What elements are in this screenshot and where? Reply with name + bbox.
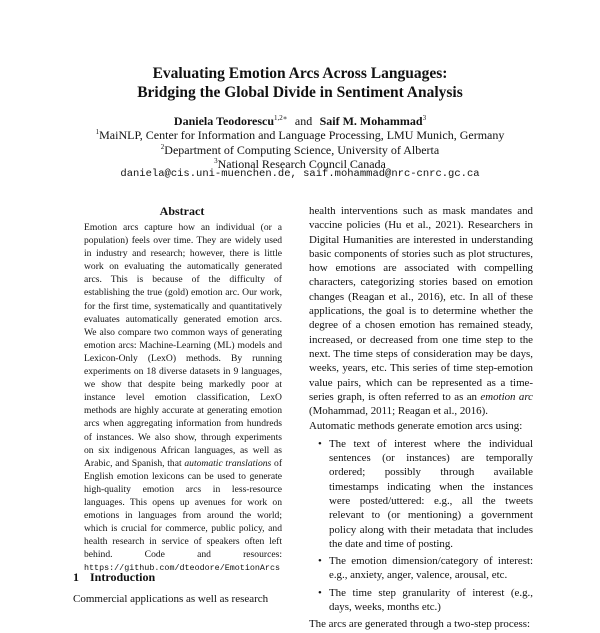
paper-title <box>0 64 600 102</box>
affiliation-3-mark: 3 <box>214 157 218 165</box>
section-title: Introduction <box>90 570 156 584</box>
affiliation-2-text: Department of Computing Science, University of Alberta <box>164 143 440 157</box>
title-line-2: Bridging the Global Divide in Sentiment Analysis <box>137 84 463 101</box>
abstract-text-1: Emotion arcs capture how an individual (or a population) feels over time. They are widely used in industry and research; however, there is little work on evaluating the automatically generated arcs. This is because of the difficulty of establishing the true (gold) emotion arc. Our work, for the first time, systematically and quantitatively evaluates automatically generated emotion arcs. We also compare two common ways of generating emotion arcs: Machine-Learning (ML) models and Lexicon-Only (LexO) methods. By running experiments on 18 diverse datasets in 9 languages, we show that despite being markedly poor at instance level emotion classification, LexO methods are highly accurate at generating emotion arcs when aggregating information from hundreds of instances. We also show, through experiments on six indigenous African languages, as well as Arabic, and Spanish, that <box>84 222 282 469</box>
list-item <box>309 586 533 615</box>
author-emails[interactable]: daniela@cis.uni-muenchen.de, saif.mohammad@nrc-cnrc.gc.ca <box>120 168 480 180</box>
paragraph-applications <box>309 204 533 418</box>
author-1-affil-mark: 1,2∗ <box>274 114 288 122</box>
paragraph-two-step: The arcs are generated through a two-step process: <box>309 618 531 631</box>
list-item-text: The text of interest where the individual sentences (or instances) are temporally ordered; possibly through available timestamps indicating when the instances were posted/uttered: e.g., all the tweets relevant to (or mentioning) a government policy along with their metadata that includes the date and time of posting. <box>329 437 533 550</box>
author-2-name: Saif M. Mohammad <box>319 114 423 128</box>
author-conjunction: and <box>294 114 313 128</box>
author-1-name: Daniela Teodorescu <box>173 114 275 128</box>
abstract-body <box>84 221 282 576</box>
abstract-text-2: of English emotion lexicons can be used to generate high-quality emotion arcs in less-resource languages. This opens up avenues for work on emotions in languages from around the world; which is crucial for commerce, public policy, and health research in service of speakers often left behind. Code and resources: <box>84 457 283 561</box>
list-item <box>309 437 533 551</box>
bullet-icon: • <box>318 586 322 599</box>
section-heading-introduction <box>73 570 155 585</box>
affiliation-2-mark: 2 <box>160 143 165 151</box>
bullet-icon: • <box>318 437 322 450</box>
term-emotion-arc: emotion arc <box>480 390 533 403</box>
paragraph-applications-citation: (Mohammad, 2011; Reagan et al., 2016). <box>309 405 488 418</box>
intro-first-line: Commercial applications as well as research <box>73 593 269 605</box>
list-item-text: The time step granularity of interest (e.g., days, weeks, months etc.) <box>329 586 533 614</box>
title-line-1: Evaluating Emotion Arcs Across Languages: <box>152 65 448 82</box>
bullet-icon: • <box>318 555 322 568</box>
input-list <box>309 437 533 615</box>
code-link[interactable]: https://github.com/dteodore/EmotionArcs <box>84 563 281 574</box>
list-item <box>309 554 533 583</box>
abstract-emphasis: automatic translations <box>184 457 272 469</box>
paragraph-applications-text: health interventions such as mask mandates and vaccine policies (Hu et al., 2021). Researchers in Digital Humanities are interested in understanding basic components of stories such as plot structures, how emotions are associated with compelling characters, categorizing stories based on emotion changes (Reagan et al., 2016), etc. In all of these applications, the goal is to determine whether the degree of a chosen emotion has remained steady, increased, or decreased from one time step to the next. The time steps of consideration may be days, weeks, years, etc. This series of time step-emotion value pairs, which can be represented as a time-series graph, is often referred to as an <box>309 205 533 403</box>
section-number: 1 <box>73 570 79 584</box>
list-item-text: The emotion dimension/category of interest: e.g., anxiety, anger, valence, arousal, etc. <box>329 555 533 582</box>
right-column <box>309 204 533 633</box>
affiliation-3-text: National Research Council Canada <box>217 157 386 171</box>
abstract-heading: Abstract <box>159 204 205 218</box>
affiliation-1-text: MaiNLP, Center for Information and Language Processing, LMU Munich, Germany <box>99 128 505 142</box>
author-2-affil-mark: 3 <box>422 114 427 122</box>
paragraph-methods-intro: Automatic methods generate emotion arcs using: <box>309 420 523 433</box>
affiliation-1-mark: 1 <box>95 128 100 136</box>
